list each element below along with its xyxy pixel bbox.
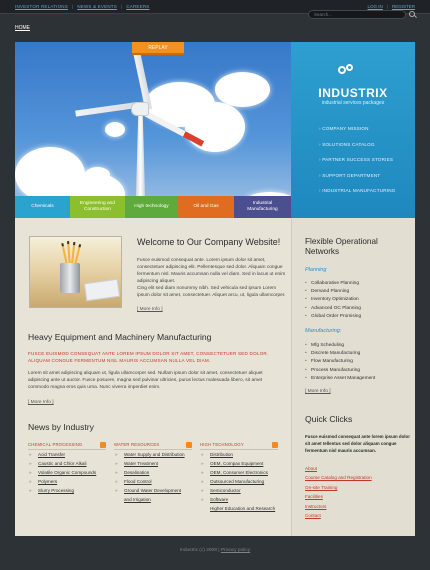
cloud-image bbox=[185, 102, 245, 152]
news-link[interactable]: » Desalination bbox=[114, 468, 192, 477]
brand-panel bbox=[291, 42, 415, 218]
manufacturing-list bbox=[305, 343, 375, 384]
news-column-water bbox=[114, 442, 192, 504]
link-careers[interactable]: CAREERS bbox=[126, 4, 150, 9]
list-item: • Demand Planning bbox=[305, 289, 361, 297]
link-news-events[interactable]: NEWS & EVENTS bbox=[77, 4, 117, 9]
news-column-chemical bbox=[28, 442, 106, 495]
tab-chemicals[interactable]: Chemicals bbox=[15, 196, 70, 218]
home-link[interactable]: HOME bbox=[15, 25, 30, 31]
heavy-equipment-highlight: FUSCE EUISMOD CONSEQUAT ANTE LOREM IPSUM DOLOR SIT AMET, CONSECTETUER SED DOLOR. ALIQUAM CONGUE FERMENTUM NISL MAURIS ACCUMSAN NULLA VEL DIAM. bbox=[28, 351, 269, 363]
sidebar-more-link[interactable]: [ More Info ] bbox=[305, 389, 331, 394]
rss-icon[interactable] bbox=[100, 442, 106, 448]
top-links bbox=[15, 4, 149, 9]
news-heading: CHEMICAL PROCESSING bbox=[28, 442, 106, 450]
main-column bbox=[15, 218, 291, 536]
brand-name: INDUSTRIX bbox=[318, 86, 388, 100]
separator: | bbox=[218, 548, 221, 553]
list-item: • Enterprise Asset Management bbox=[305, 376, 375, 384]
menu-item-partner-stories[interactable]: › PARTNER SUCCESS STORIES bbox=[319, 157, 396, 173]
news-link[interactable]: » Caustic and Chlor Alkali bbox=[28, 459, 106, 468]
list-item: • Inventory Optimization bbox=[305, 297, 361, 305]
quick-link-facilities[interactable]: Facilities bbox=[305, 494, 323, 500]
content-area bbox=[15, 218, 415, 536]
cloud-image bbox=[85, 167, 110, 182]
welcome-more-link[interactable]: [ More Info ] bbox=[137, 307, 163, 312]
tab-high-technology[interactable]: High technology bbox=[125, 196, 178, 218]
quick-link-course-catalog[interactable]: Course Catalog and Registration bbox=[305, 475, 372, 481]
heavy-equipment-text: Lorem sit amet adipiscing aliquam ut, ligula ullamcorper sed. Nullam ipsum dolor sit amet, consectetuer aliquet adipiscing ante ut auctor. Fusce posuere, magna sed pulvinar ultricies, purus lectus malesuada libero, sit amet commodo magna eros quis urna. Nunc viverra imperdiet enim. bbox=[28, 371, 263, 390]
heavy-equipment-title: Heavy Equipment and Machinery Manufacturing bbox=[28, 332, 212, 342]
news-link[interactable]: » Semiconductor bbox=[200, 486, 278, 495]
office-photo bbox=[29, 236, 122, 308]
welcome-text: Fusce euismod consequat ante. Lorem ipsum dolor sit amet, consectetuer adipiscing elit. Pellentesque sed dolor. Aliquam congue fermentum nisl. Mauris accumsan nulla vel diam. Sed in lacus ut enim adipiscing aliquet. bbox=[137, 258, 286, 284]
news-heading: WATER RESOURCES bbox=[114, 442, 192, 450]
rss-icon[interactable] bbox=[272, 442, 278, 448]
planning-list bbox=[305, 281, 361, 322]
list-item: • Process Manufacturing bbox=[305, 368, 375, 376]
quick-clicks-text: Fusce euismod consequat ante lorem ipsum dolor sit amet tellentus sed dolor aliquam congue fermentum nisl mauris accumsan. bbox=[305, 434, 410, 453]
menu-item-company-mission[interactable]: › COMPANY MISSION bbox=[319, 126, 396, 142]
link-investor-relations[interactable]: INVESTOR RELATIONS bbox=[15, 4, 68, 9]
quick-link-about[interactable]: About bbox=[305, 466, 318, 471]
industry-tabs bbox=[15, 196, 291, 218]
news-link[interactable]: » Distribution bbox=[200, 450, 278, 459]
list-item: • Collaborative Planning bbox=[305, 281, 361, 289]
replay-button[interactable]: REPLAY bbox=[132, 42, 184, 55]
brand-menu bbox=[319, 126, 396, 204]
turbine-blade bbox=[75, 102, 137, 117]
gears-icon bbox=[338, 64, 354, 74]
list-item: • Mfg Scheduling bbox=[305, 343, 375, 351]
list-item: • Flow Manufacturing bbox=[305, 359, 375, 367]
rss-icon[interactable] bbox=[186, 442, 192, 448]
quick-links bbox=[305, 466, 372, 522]
heavy-more-link[interactable]: [ More Info ] bbox=[28, 400, 54, 405]
news-link[interactable]: » Outsourced Manufacturing bbox=[200, 477, 278, 486]
hero-banner bbox=[15, 42, 291, 218]
footer bbox=[0, 548, 430, 553]
brand-tagline: industrial services packages bbox=[321, 100, 385, 106]
news-link[interactable]: » Water Supply and Distribution bbox=[114, 450, 192, 459]
menu-item-solutions-catalog[interactable]: › SOLUTIONS CATALOG bbox=[319, 142, 396, 158]
news-title: News by Industry bbox=[28, 422, 94, 432]
search-icon[interactable] bbox=[409, 11, 415, 17]
separator: | bbox=[71, 4, 74, 9]
search-input[interactable] bbox=[308, 10, 406, 19]
planning-heading: Planning bbox=[305, 267, 327, 273]
news-link[interactable]: and Irrigation bbox=[124, 497, 151, 502]
cloud-image bbox=[105, 122, 125, 137]
cloud-image bbox=[215, 72, 270, 107]
turbine-hub bbox=[131, 102, 149, 116]
menu-item-industrial-manufacturing[interactable]: › INDUSTRIAL MANUFACTURING bbox=[319, 188, 396, 204]
news-link[interactable]: » Flood Control bbox=[114, 477, 192, 486]
news-link[interactable]: Higher Education and Research bbox=[210, 506, 276, 511]
menu-item-support[interactable]: › SUPPORT DEPARTMENT bbox=[319, 173, 396, 189]
news-link[interactable]: » Volatile Organic Compounds bbox=[28, 468, 106, 477]
copyright: Industrix (c) 2008 bbox=[179, 548, 217, 553]
welcome-title: Welcome to Our Company Website! bbox=[137, 237, 281, 247]
separator: | bbox=[386, 4, 388, 9]
list-item: • Advanced OC Planning bbox=[305, 306, 361, 314]
tab-industrial-manufacturing[interactable]: Industrial Manufacturing bbox=[234, 196, 291, 218]
welcome-text-2: Cing elit sed diam nonummy nibh. Sed vehicula sed ipsum Lorem ipsum dolor sit amet, consectetuer. Aliquet arcu, ut, ligula ullamcorper. bbox=[137, 286, 286, 298]
news-column-high-tech bbox=[200, 442, 278, 513]
news-link[interactable]: » Polymers bbox=[28, 477, 106, 486]
list-item: • Global Order Promising bbox=[305, 314, 361, 322]
quick-link-instructors[interactable]: Instructors bbox=[305, 503, 327, 509]
account-links bbox=[368, 4, 415, 9]
news-link[interactable]: » Water Treatment bbox=[114, 459, 192, 468]
news-heading: HIGH TECHNOLOGY bbox=[200, 442, 278, 450]
separator: | bbox=[120, 4, 123, 9]
quick-link-contact[interactable]: Contact bbox=[305, 512, 321, 518]
tab-oil-gas[interactable]: Oil and Gas bbox=[178, 196, 234, 218]
sidebar bbox=[291, 218, 415, 536]
news-link[interactable]: » Slurry Processing bbox=[28, 486, 106, 495]
quick-link-training[interactable]: On-site Training bbox=[305, 484, 338, 490]
login-link[interactable]: LOG IN bbox=[367, 4, 383, 9]
news-link[interactable]: » OEM, Consumer Electronics bbox=[200, 468, 278, 477]
quick-clicks-title: Quick Clicks bbox=[305, 414, 353, 424]
news-link[interactable]: » Software bbox=[200, 495, 278, 504]
privacy-link[interactable]: Privacy policy bbox=[220, 548, 251, 553]
tab-engineering[interactable]: Engineering and Construction bbox=[70, 196, 125, 218]
list-item: • Discrete Manufacturing bbox=[305, 351, 375, 359]
manufacturing-heading: Manufacturing: bbox=[305, 328, 342, 334]
register-link[interactable]: REGISTER bbox=[391, 4, 415, 9]
sidebar-title: Flexible Operational Networks bbox=[305, 237, 378, 256]
news-link[interactable]: » Ground Water Development bbox=[114, 486, 192, 495]
news-link[interactable]: » Acid Transfer bbox=[28, 450, 106, 459]
news-link[interactable]: » OEM, Compax Equipment bbox=[200, 459, 278, 468]
